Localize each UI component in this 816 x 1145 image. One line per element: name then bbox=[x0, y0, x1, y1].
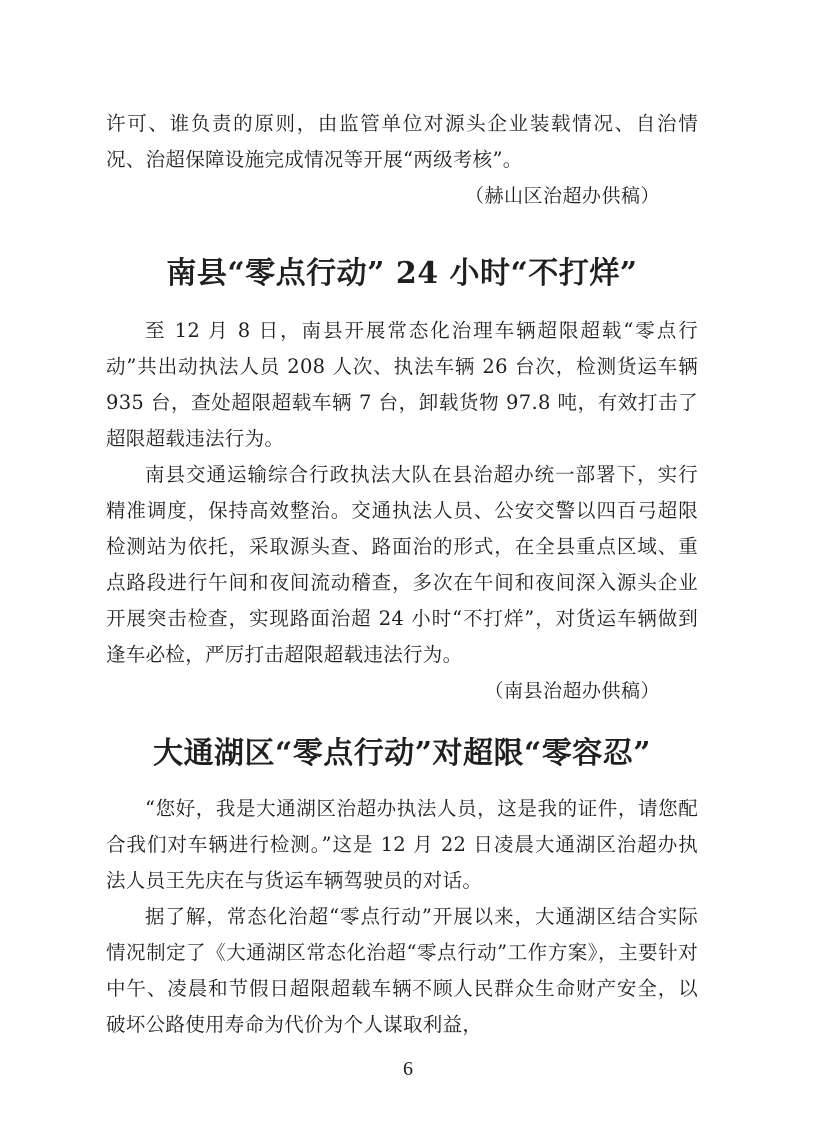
paragraph-datonghu-2: 据了解，常态化治超“零点行动”开展以来，大通湖区结合实际情况制定了《大通湖区常态化治超“零点行动”工作方案》，主要针对中午、凌晨和节假日超限超载车辆不顾人民群众生命财产安全，以破坏公路使用寿命为代价为个人谋取利益， bbox=[106, 905, 698, 1036]
article-title-datonghu: 大通湖区“零点行动”对超限“零容忍” bbox=[152, 736, 652, 771]
section-datonghu-body bbox=[106, 791, 698, 1043]
section-nanxian-body bbox=[106, 313, 698, 709]
section-hengshan-tail bbox=[106, 106, 698, 214]
page-number: 6 bbox=[403, 1058, 413, 1080]
article-title-nanxian: 南县“零点行动” 24 小时“不打烊” bbox=[166, 256, 638, 291]
section-datonghu bbox=[106, 734, 698, 774]
source-credit-hengshan: （赫山区治超办供稿） bbox=[464, 185, 660, 207]
paragraph-nanxian-2: 南县交通运输综合行政执法大队在县治超办统一部署下，实行精准调度，保持高效整治。交通执法人员、公安交警以四百弓超限检测站为依托，采取源头查、路面治的形式，在全县重点区域、重点路段进行午间和夜间流动稽查，多次在午间和夜间深入源头企业开展突击检查，实现路面治超 24 小时“不打烊”，对货运车辆做到逢车必检，严厉打击超限超载违法行为。 bbox=[106, 463, 698, 666]
paragraph-nanxian-1: 至 12 月 8 日，南县开展常态化治理车辆超限超载“零点行动”共出动执法人员 208 人次、执法车辆 26 台次，检测货运车辆 935 台，查处超限超载车辆 7 台，卸载货物 97.8 吨，有效打击了超限超载违法行为。 bbox=[106, 319, 698, 450]
source-credit-nanxian: （南县治超办供稿） bbox=[484, 680, 660, 702]
paragraph-datonghu-1: “您好，我是大通湖区治超办执法人员，这是我的证件，请您配合我们对车辆进行检测。”这是 12 月 22 日凌晨大通湖区治超办执法人员王先庆在与货运车辆驾驶员的对话。 bbox=[106, 797, 698, 892]
paragraph-continued: 许可、谁负责的原则，由监管单位对源头企业装载情况、自治情况、治超保障设施完成情况等开展“两级考核”。 bbox=[106, 112, 698, 171]
section-nanxian bbox=[106, 254, 698, 294]
